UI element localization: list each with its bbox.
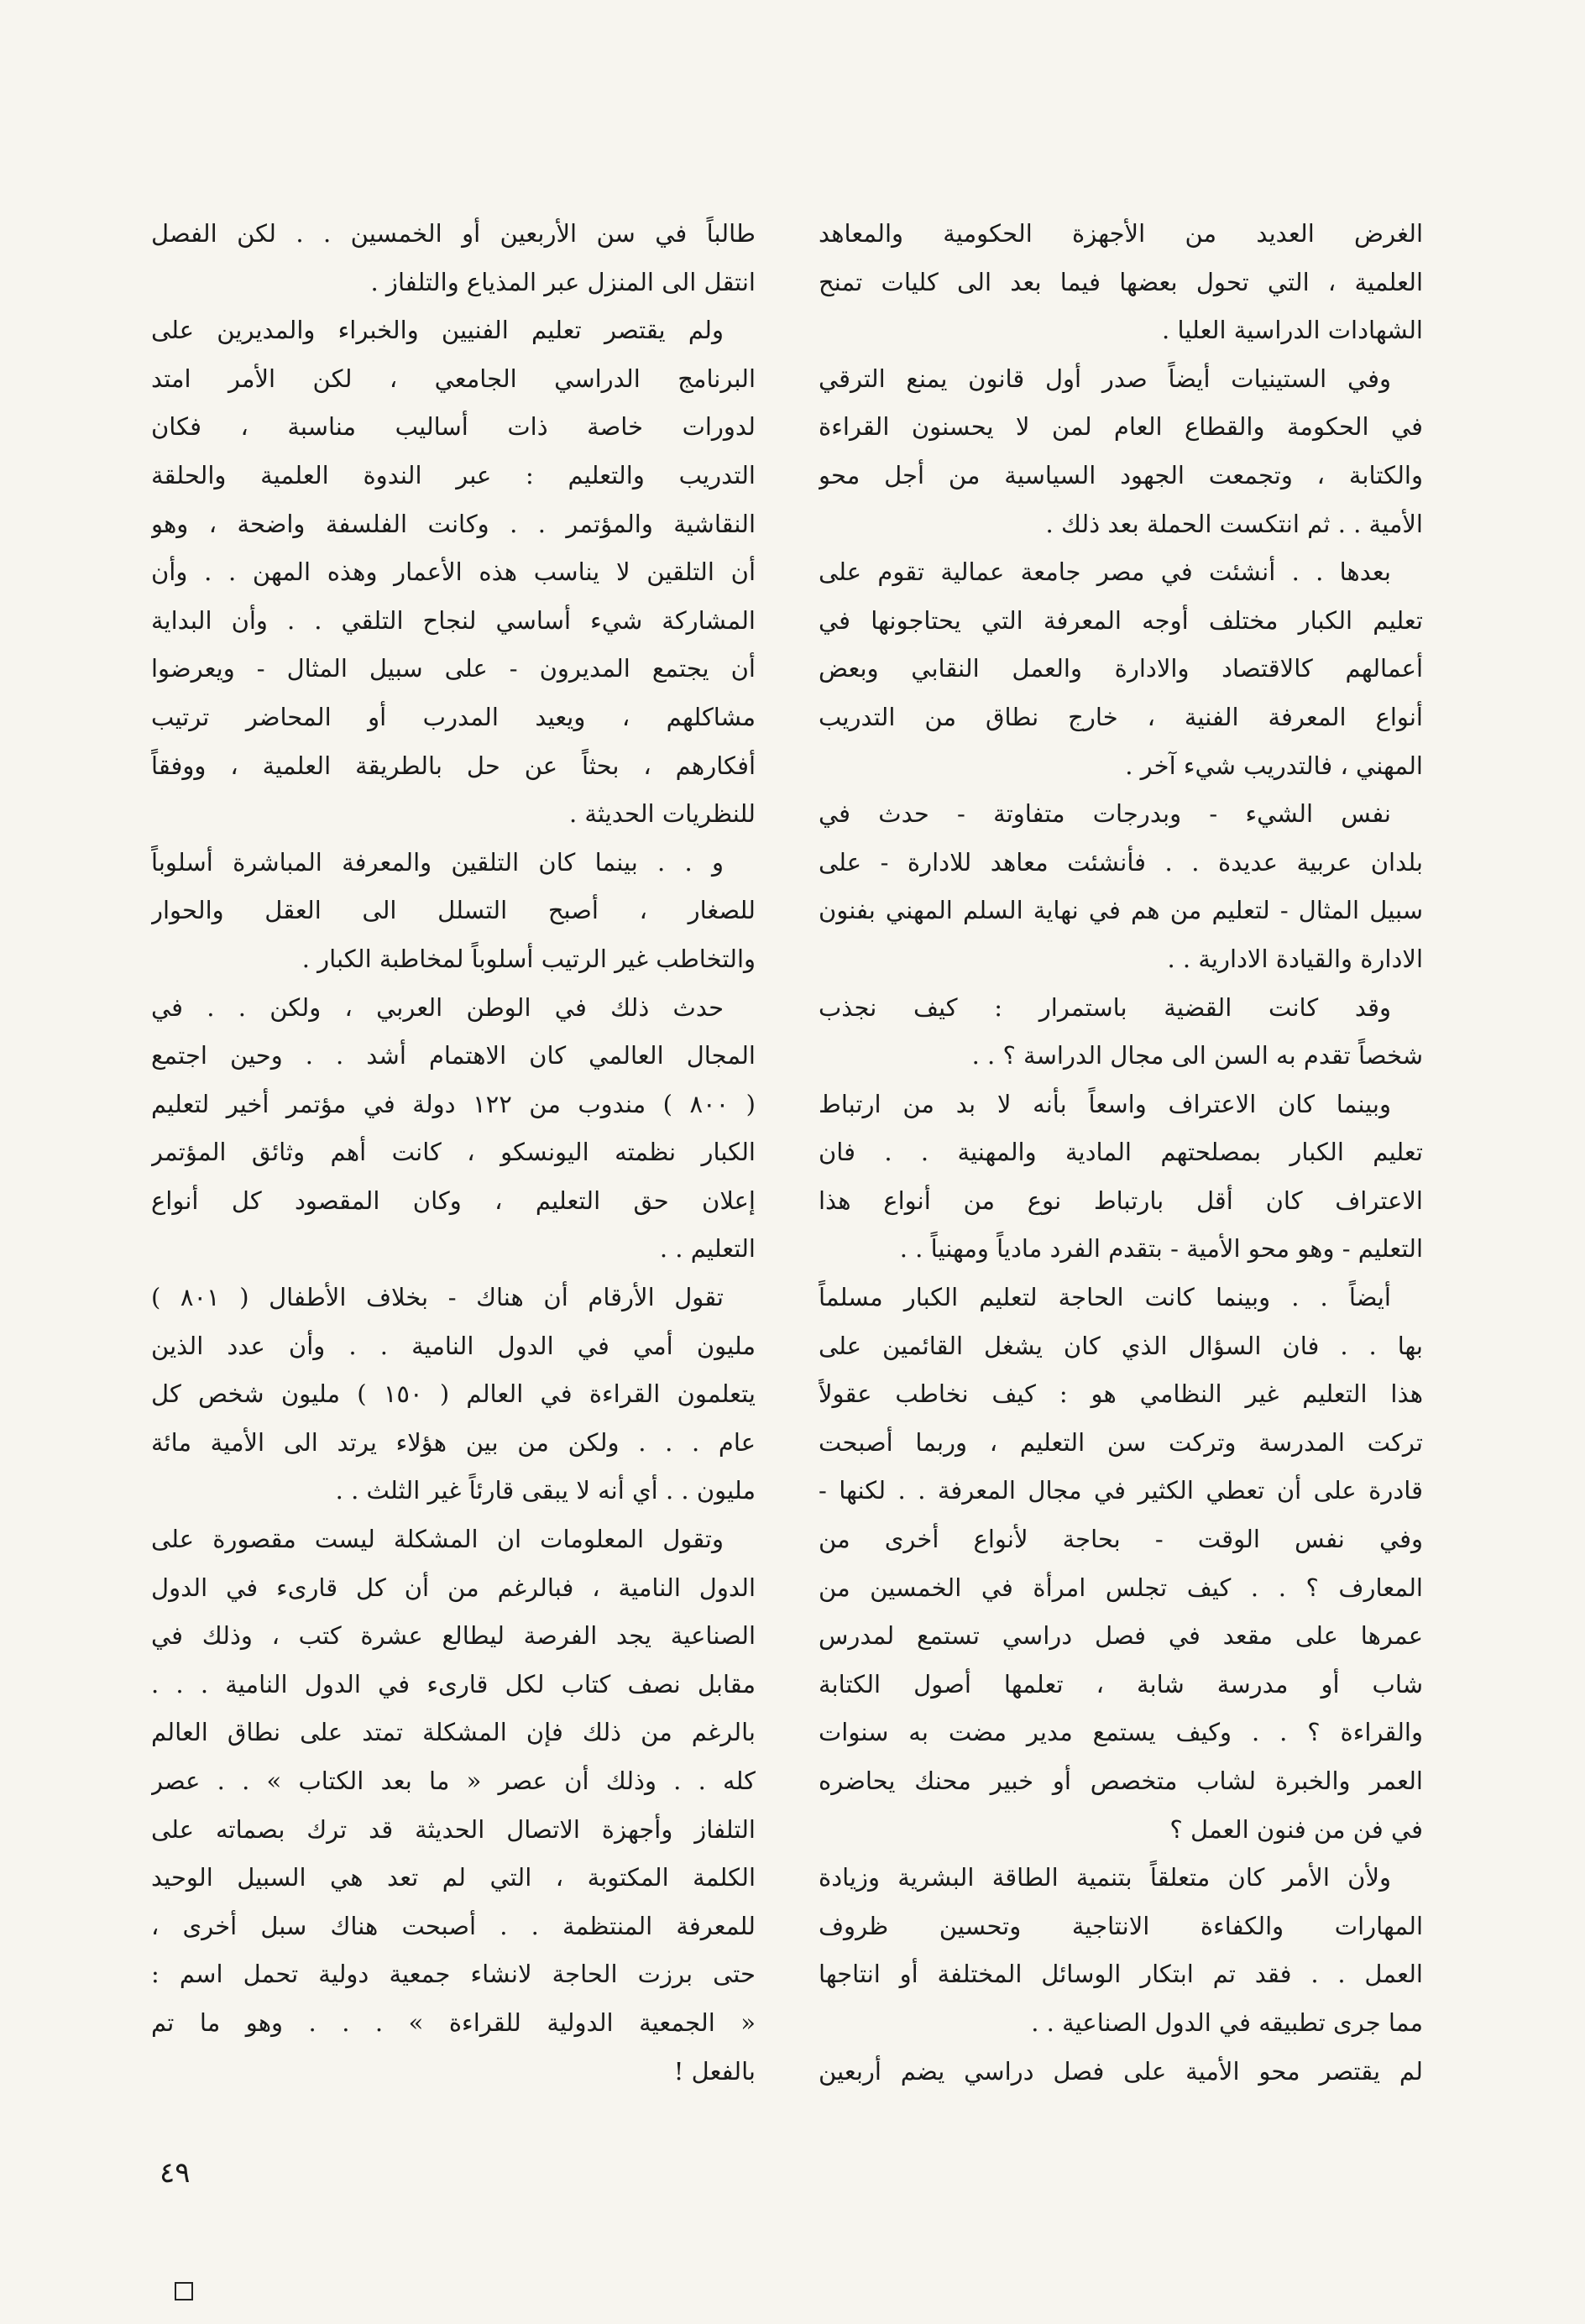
text-line: للصغار ، أصبح التسلل الى العقل والحوار <box>151 896 756 925</box>
end-of-article-square-icon <box>175 2282 193 2300</box>
text-line: التدريب والتعليم : عبر الندوة العلمية والحلقة <box>151 460 756 489</box>
text-line: الادارة والقيادة الادارية . . <box>1167 944 1423 973</box>
text-line: ولأن الأمر كان متعلقاً بتنمية الطاقة البشرية وزيادة <box>819 1863 1391 1892</box>
text-line: أن التلقين لا يناسب هذه الأعمار وهذه المهن . . وأن <box>151 557 756 587</box>
text-line: الصناعية يجد الفرصة ليطالع عشرة كتب ، وذلك في <box>151 1621 756 1651</box>
text-line: أنواع المعرفة الفنية ، خارج نطاق من التدريب <box>819 702 1423 731</box>
text-line: العمر والخبرة لشاب متخصص أو خبير محنك يحاضره <box>819 1767 1423 1795</box>
text-line: أن يجتمع المديرون - على سبيل المثال - ويعرضوا <box>151 654 756 683</box>
text-line: « الجمعية الدولية للقراءة » . . . وهو ما تم <box>151 2007 756 2037</box>
text-line: أعمالهم كالاقتصاد والادارة والعمل النقابي وبعض <box>819 654 1423 683</box>
text-line: بها . . فان السؤال الذي كان يشغل القائمين على <box>819 1331 1423 1360</box>
text-line: مقابل نصف كتاب لكل قارىء في الدول النامية . . . <box>151 1669 756 1699</box>
text-line: وفي الستينيات أيضاً صدر أول قانون يمنع الترقي <box>819 364 1391 393</box>
text-line: للمعرفة المنتظمة . . أصبحت هناك سبل أخرى ، <box>151 1911 756 1940</box>
text-line: انتقل الى المنزل عبر المذياع والتلفاز . <box>370 267 756 296</box>
left-column <box>151 210 756 2096</box>
text-line: يتعلمون القراءة في العالم ( ١٥٠ ) مليون شخص كل <box>151 1379 756 1409</box>
page-number: ٤٩ <box>160 2156 191 2190</box>
text-line: لدورات خاصة ذات أساليب مناسبة ، فكان <box>151 412 756 442</box>
text-line: بالرغم من ذلك فإن المشكلة تمتد على نطاق العالم <box>151 1718 756 1747</box>
text-line: تركت المدرسة وتركت سن التعليم ، وربما أصبحت <box>819 1427 1423 1457</box>
text-line: التعليم . . <box>659 1234 756 1264</box>
text-line: تعليم الكبار مختلف أوجه المعرفة التي يحتاجونها في <box>819 605 1423 635</box>
right-column <box>819 210 1423 2096</box>
text-line: نفس الشيء - وبدرجات متفاوتة - حدث في <box>819 799 1391 829</box>
text-line: تقول الأرقام أن هناك - بخلاف الأطفال ( ٨٠١ ) <box>151 1283 724 1312</box>
text-line: الاعتراف كان أقل بارتباط نوع من أنواع هذا <box>819 1186 1423 1215</box>
text-line: مليون أمي في الدول النامية . . وأن عدد الذين <box>151 1331 756 1360</box>
text-line: البرنامج الدراسي الجامعي ، لكن الأمر امتد <box>151 364 756 393</box>
text-line: إعلان حق التعليم ، وكان المقصود كل أنواع <box>151 1186 756 1215</box>
text-line: التعليم - وهو محو الأمية - بتقدم الفرد مادياً ومهنياً . . <box>899 1234 1423 1264</box>
text-line: والتخاطب غير الرتيب أسلوباً لمخاطبة الكبار . <box>301 944 756 973</box>
text-line: المهني ، فالتدريب شيء آخر . <box>1125 751 1423 780</box>
text-line: عمرها على مقعد في فصل دراسي تستمع لمدرس <box>819 1621 1423 1651</box>
text-line: و . . بينما كان التلقين والمعرفة المباشرة أسلوباً <box>151 847 724 877</box>
text-line: بعدها . . أنشئت في مصر جامعة عمالية تقوم على <box>819 557 1391 587</box>
text-line: بالفعل ! <box>673 2056 756 2086</box>
text-line: بلدان عربية عديدة . . فأنشئت معاهد للادارة - على <box>819 847 1423 877</box>
text-line: تعليم الكبار بمصلحتهم المادية والمهنية . . فان <box>819 1138 1423 1167</box>
text-line: الغرض العديد من الأجهزة الحكومية والمعاهد <box>819 219 1423 248</box>
text-line: التلفاز وأجهزة الاتصال الحديثة قد ترك بصماته على <box>151 1814 756 1844</box>
text-line: حدث ذلك في الوطن العربي ، ولكن . . في <box>151 992 724 1022</box>
text-line: للنظريات الحديثة . <box>568 799 756 829</box>
text-line: المجال العالمي كان الاهتمام أشد . . وحين اجتمع <box>151 1041 756 1070</box>
text-line: أيضاً . . وبينما كانت الحاجة لتعليم الكبار مسلماً <box>819 1283 1391 1312</box>
text-line: العلمية ، التي تحول بعضها فيما بعد الى كليات تمنح <box>819 267 1423 296</box>
text-line: الدول النامية ، فبالرغم من أن كل قارىء في الدول <box>151 1573 756 1602</box>
text-line: مما جرى تطبيقه في الدول الصناعية . . <box>1031 2007 1423 2037</box>
text-line: كله . . وذلك أن عصر « ما بعد الكتاب » . . عصر <box>151 1767 756 1795</box>
text-line: شاب أو مدرسة شابة ، تعلمها أصول الكتابة <box>819 1669 1423 1699</box>
text-line: وتقول المعلومات ان المشكلة ليست مقصورة على <box>151 1525 724 1554</box>
text-line: عام . . . ولكن من بين هؤلاء يرتد الى الأمية مائة <box>151 1427 756 1457</box>
text-line: والقراءة ؟ . . وكيف يستمع مدير مضت به سنوات <box>819 1718 1423 1747</box>
text-line: ( ٨٠٠ ) مندوب من ١٢٢ دولة في مؤتمر أخير لتعليم <box>151 1089 756 1118</box>
text-line: طالباً في سن الأربعين أو الخمسين . . لكن الفصل <box>151 219 756 248</box>
text-line: قادرة على أن تعطي الكثير في مجال المعرفة . . لكنها - <box>819 1476 1423 1505</box>
text-line: الشهادات الدراسية العليا . <box>1162 316 1423 345</box>
text-line: مليون . . أي أنه لا يبقى قارئاً غير الثلث . . <box>335 1476 756 1505</box>
text-line: ولم يقتصر تعليم الفنيين والخبراء والمديرين على <box>151 316 724 345</box>
text-line: في الحكومة والقطاع العام لمن لا يحسنون القراءة <box>819 412 1423 442</box>
text-line: والكتابة ، وتجمعت الجهود السياسية من أجل محو <box>819 460 1423 489</box>
text-line: حتى برزت الحاجة لانشاء جمعية دولية تحمل اسم : <box>151 1960 756 1989</box>
text-line: النقاشية والمؤتمر . . وكانت الفلسفة واضحة ، وهو <box>151 509 756 538</box>
text-line: المعارف ؟ . . كيف تجلس امرأة في الخمسين من <box>819 1573 1423 1602</box>
text-line: وقد كانت القضية باستمرار : كيف نجذب <box>819 992 1391 1022</box>
text-line: الكبار نظمته اليونسكو ، كانت أهم وثائق المؤتمر <box>151 1138 756 1167</box>
text-line: في فن من فنون العمل ؟ <box>1169 1814 1423 1844</box>
text-line: وبينما كان الاعتراف واسعاً بأنه لا بد من ارتباط <box>819 1089 1391 1118</box>
text-line: لم يقتصر محو الأمية على فصل دراسي يضم أربعين <box>819 2056 1423 2086</box>
text-line: المهارات والكفاءة الانتاجية وتحسين ظروف <box>819 1911 1423 1940</box>
text-line: المشاركة شيء أساسي لنجاح التلقي . . وأن البداية <box>151 605 756 635</box>
text-line: العمل . . فقد تم ابتكار الوسائل المختلفة أو انتاجها <box>819 1960 1423 1989</box>
text-line: وفي نفس الوقت - بحاجة لأنواع أخرى من <box>819 1525 1423 1554</box>
text-line: شخصاً تقدم به السن الى مجال الدراسة ؟ . . <box>971 1041 1423 1070</box>
text-line: الأمية . . ثم انتكست الحملة بعد ذلك . <box>1045 509 1423 538</box>
text-line: أفكارهم ، بحثاً عن حل بالطريقة العلمية ، ووفقاً <box>151 751 756 780</box>
text-line: مشاكلهم ، ويعيد المدرب أو المحاضر ترتيب <box>151 702 756 731</box>
text-line: الكلمة المكتوبة ، التي لم تعد هي السبيل الوحيد <box>151 1863 756 1892</box>
text-line: سبيل المثال - لتعليم من هم في نهاية السلم المهني بفنون <box>819 896 1423 925</box>
text-line: هذا التعليم غير النظامي هو : كيف نخاطب عقولاً <box>819 1379 1423 1409</box>
